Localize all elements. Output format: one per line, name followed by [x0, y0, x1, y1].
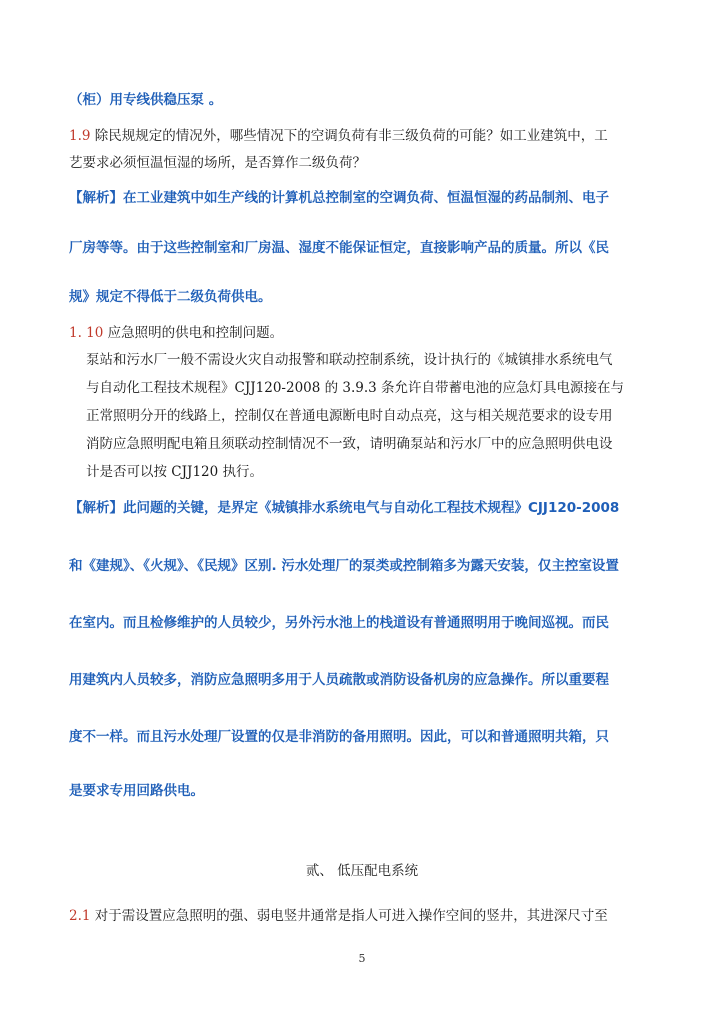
answer-1-9-line: 【解析】在工业建筑中如生产线的计算机总控制室的空调负荷、恒温恒湿的药品制剂、电子 — [69, 190, 609, 206]
page-number: 5 — [358, 952, 366, 965]
question-number: 1. 10 — [69, 325, 104, 341]
answer-1-10-line: 是要求专用回路供电。 — [69, 783, 204, 799]
question-1-10-line: 与自动化工程技术规程》CJJ120-2008 的 3.9.3 条允许自带蓄电池的应急灯具电源接在与 — [86, 380, 625, 396]
question-1-10-line: 计是否可以按 CJJ120 执行。 — [86, 464, 264, 480]
question-text: 除民规规定的情况外，哪些情况下的空调负荷有非三级负荷的可能？如工业建筑中，工 — [90, 128, 608, 144]
question-2-1-line-1 — [69, 904, 657, 924]
question-1-9-line-1 — [69, 124, 657, 144]
answer-1-10-line: 用建筑内人员较多，消防应急照明多用于人员疏散或消防设备机房的应急操作。所以重要程 — [69, 672, 609, 688]
answer-1-10-line: 在室内。而且检修维护的人员较少，另外污水池上的栈道设有普通照明用于晚间巡视。而民 — [69, 615, 609, 631]
question-1-9-line-2: 艺要求必须恒温恒湿的场所，是否算作二级负荷？ — [69, 155, 366, 171]
top-answer-line: （柜）用专线供稳压泵 。 — [69, 92, 223, 108]
answer-1-10-line: 【解析】此问题的关键，是界定《城镇排水系统电气与自动化工程技术规程》CJJ120-2008 — [69, 500, 620, 516]
answer-1-9-line: 规》规定不得低于二级负荷供电。 — [69, 289, 272, 305]
question-1-10-line: 消防应急照明配电箱且须联动控制情况不一致，请明确泵站和污水厂中的应急照明供电设 — [86, 436, 613, 452]
question-1-10-line: 正常照明分开的线路上，控制仅在普通电源断电时自动点亮，这与相关规范要求的设专用 — [86, 408, 613, 424]
question-1-10-title — [69, 321, 657, 341]
question-text: 对于需设置应急照明的强、弱电竖井通常是指人可进入操作空间的竖井，其进深尺寸至 — [90, 908, 608, 924]
answer-1-10-line: 和《建规》、《火规》、《民规》区别. 污水处理厂的泵类或控制箱多为露天安装，仅主控室设置 — [69, 558, 619, 574]
question-1-10-line: 泵站和污水厂一般不需设火灾自动报警和联动控制系统，设计执行的《城镇排水系统电气 — [86, 352, 613, 368]
question-number: 1.9 — [69, 128, 91, 144]
section-heading: 贰、 低压配电系统 — [305, 863, 419, 879]
question-number: 2.1 — [69, 908, 91, 924]
answer-1-9-line: 厂房等等。由于这些控制室和厂房温、湿度不能保证恒定，直接影响产品的质量。所以《民 — [69, 240, 609, 256]
question-text: 应急照明的供电和控制问题。 — [103, 325, 284, 341]
answer-1-10-line: 度不一样。而且污水处理厂设置的仅是非消防的备用照明。因此，可以和普通照明共箱，只 — [69, 729, 609, 745]
